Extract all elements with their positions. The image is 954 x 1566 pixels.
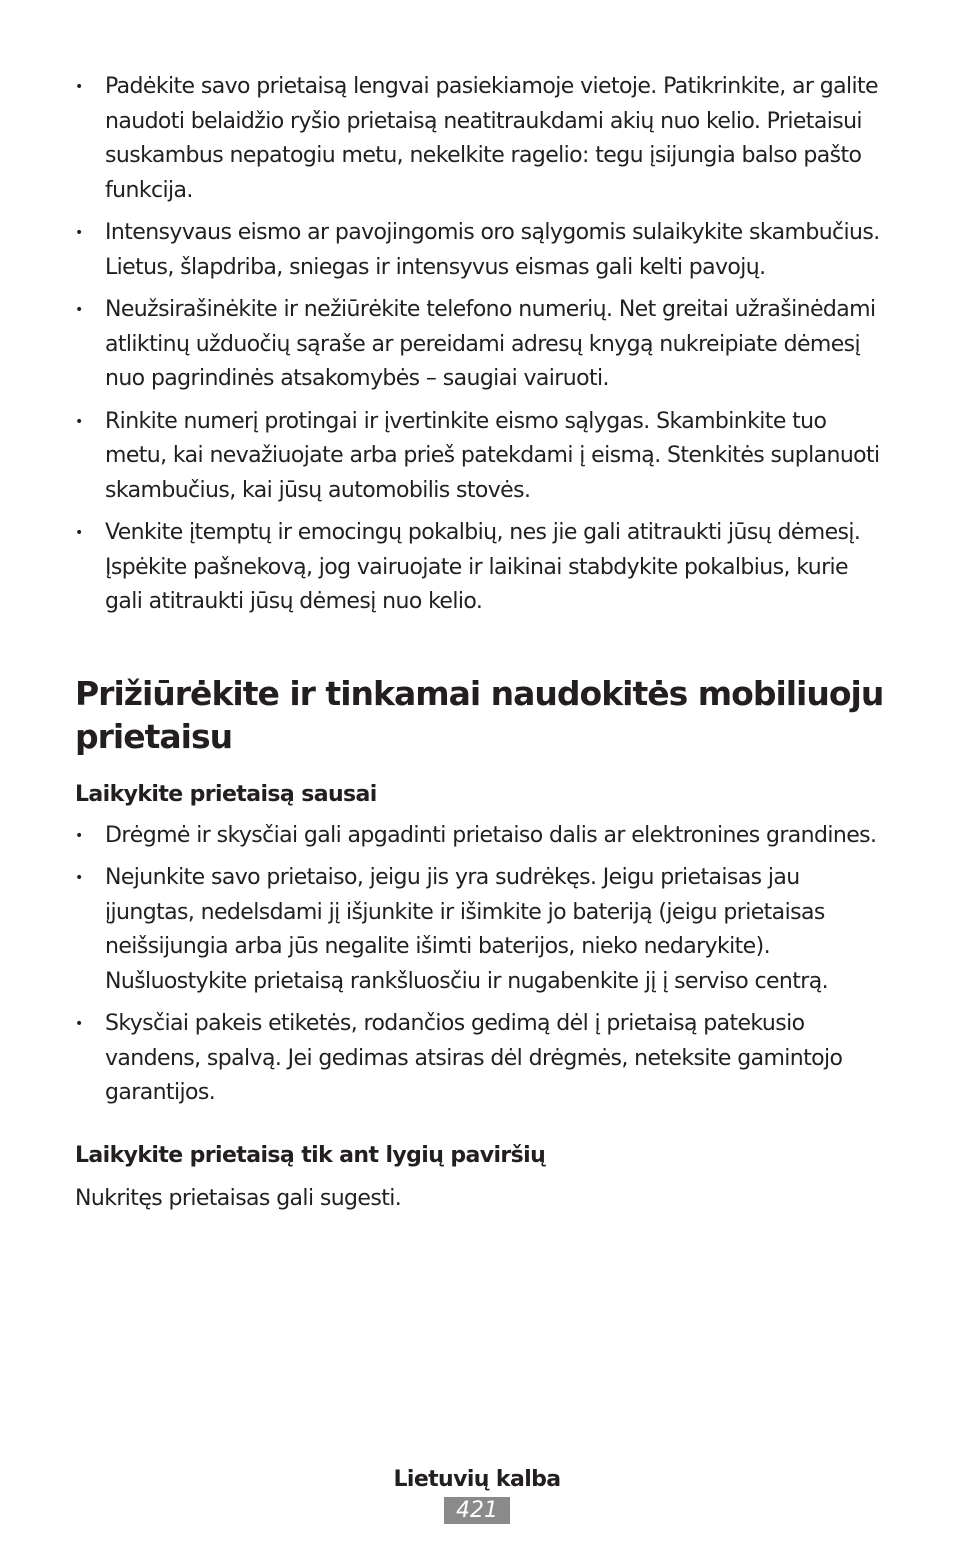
bullet-icon: •: [75, 870, 83, 886]
page-content: [75, 70, 885, 1216]
list-item-text: Nejunkite savo prietaiso, jeigu jis yra sudrėkęs. Jeigu prietaisas jau įjungtas, nedelsdami jį išjunkite ir išimkite jo bateriją (jeigu prietaisas neišsijungia arba jūs negalite išimti baterijos, nieko nedarykite). Nušluostykite prietaisą rankšluosčiu ir nugabenkite jį į serviso centrą.: [105, 865, 828, 994]
section-title: Prižiūrėkite ir tinkamai naudokitės mobiliuoju prietaisu: [75, 673, 884, 756]
flat-text: Nukritęs prietaisas gali sugesti.: [75, 1185, 402, 1211]
list-item-text: Intensyvaus eismo ar pavojingomis oro sąlygomis sulaikykite skambučius. Lietus, šlapdriba, sniegas ir intensyvus eismas gali kelti pavojų.: [105, 220, 880, 280]
page-number: 421: [444, 1497, 510, 1524]
list-item: [75, 516, 885, 620]
list-item: [75, 861, 885, 999]
list-item: [75, 405, 885, 509]
bullet-icon: •: [75, 1016, 83, 1032]
bullet-icon: •: [75, 525, 83, 541]
bullet-icon: •: [75, 79, 83, 95]
list-item-text: Drėgmė ir skysčiai gali apgadinti prietaiso dalis ar elektronines grandines.: [105, 822, 877, 848]
list-item: [75, 70, 885, 208]
list-item-text: Skysčiai pakeis etiketės, rodančios gedimą dėl į prietaisą patekusio vandens, spalvą. Jei gedimas atsiras dėl drėgmės, neteksite gamintojo garantijos.: [105, 1011, 843, 1105]
list-item: [75, 293, 885, 397]
dry-list: [75, 819, 885, 1111]
list-item-text: Venkite įtemptų ir emocingų pokalbių, nes jie gali atitraukti jūsų dėmesį. Įspėkite pašnekovą, jog vairuojate ir laikinai stabdykite pokalbius, kurie gali atitraukti jūsų dėmesį nuo kelio.: [105, 520, 861, 614]
list-item: [75, 819, 885, 854]
flat-heading: Laikykite prietaisą tik ant lygių paviršių: [75, 1142, 546, 1168]
bullet-icon: •: [75, 225, 83, 241]
list-item: [75, 216, 885, 285]
footer-language: Lietuvių kalba: [393, 1467, 561, 1492]
list-item-text: Rinkite numerį protingai ir įvertinkite eismo sąlygas. Skambinkite tuo metu, kai nevažiuojate arba prieš patekdami į eismą. Stenkitės suplanuoti skambučius, kai jūsų automobilis stovės.: [105, 408, 880, 503]
page-footer: [0, 1463, 954, 1524]
list-item-text: Neužsirašinėkite ir nežiūrėkite telefono numerių. Net greitai užrašinėdami atliktinų užduočių sąraše ar pereidami adresų knygą nukreipiate dėmesį nuo pagrindinės atsakomybės – saugiai vairuoti.: [105, 297, 876, 391]
driving-tips-list: [75, 70, 885, 620]
dry-heading: Laikykite prietaisą sausai: [75, 781, 377, 807]
bullet-icon: •: [75, 302, 83, 318]
list-item-text: Padėkite savo prietaisą lengvai pasiekiamoje vietoje. Patikrinkite, ar galite naudoti belaidžio ryšio prietaisą neatitraukdami akių nuo kelio. Prietaisui suskambus nepatogiu metu, nekelkite ragelio: tegu įsijungia balso pašto funkcija.: [105, 74, 878, 203]
bullet-icon: •: [75, 413, 83, 430]
bullet-icon: •: [75, 827, 83, 844]
list-item: [75, 1007, 885, 1111]
